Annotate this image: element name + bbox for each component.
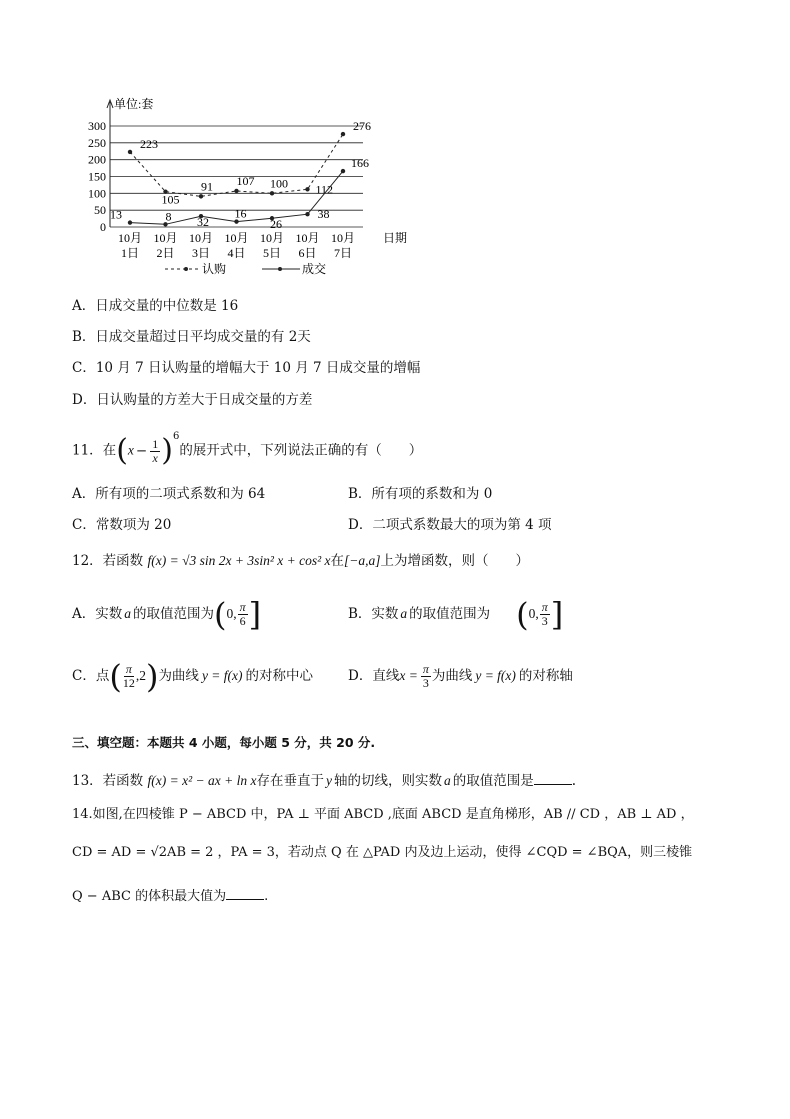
y-tick-label: 150 [88,169,106,184]
data-label: 13 [110,207,122,222]
q12-c-curve: y = f(x) [201,668,243,683]
x-tick-label: 6日 [298,246,317,260]
q12-option-a [72,594,261,634]
q12-a-var: a [124,606,131,621]
right-bracket: ] [550,595,564,634]
q11-suffix: 的展开式中，下列说法正确的有（ ） [179,442,423,459]
data-point [341,169,345,173]
data-label: 38 [317,207,330,222]
right-bracket: ] [248,595,262,634]
q14-line-3-text: Q − ABC 的体积最大值为 [72,889,227,904]
q14-line-2: CD = AD = √2AB = 2 ，PA = 3，若动点 Q 在 △PAD 内及边上运动，使得 ∠CQD = ∠BQA，则三棱锥 [72,845,693,860]
q12-d-lhs: x = [399,668,418,683]
data-label: 166 [351,156,369,171]
data-label: 16 [234,206,247,221]
q14-end: . [264,889,269,904]
x-tick-label: 10月 [295,231,320,245]
q11-frac-den: x [152,450,158,465]
data-label: 105 [161,192,180,207]
q11-exponent: 6 [172,431,180,442]
data-label: 100 [270,176,288,191]
legend-marker [184,267,188,271]
data-label: 32 [197,215,209,230]
data-point [199,194,203,198]
data-label: 112 [315,182,334,197]
right-paren: ) [161,433,173,468]
q13-axis: y [325,773,332,788]
q10-option-d: D．日认购量的方差大于日成交量的方差 [72,392,313,408]
y-tick-label: 50 [94,203,106,218]
left-paren: ( [109,657,122,696]
data-label: 26 [270,217,282,232]
data-point [305,187,309,191]
q12-c-text: C．点 [72,668,110,684]
q12-d-curve: y = f(x) [475,668,516,683]
data-label: 223 [140,136,158,151]
q12-b-lo: 0, [528,606,539,621]
x-tick-label: 10月 [224,231,249,245]
q12-stem [72,551,529,571]
left-paren: ( [214,595,227,634]
q13-function: f(x) = x² − ax + ln x [147,773,257,788]
q13-mid: 存在垂直于 [256,773,324,789]
q12-b-tail: 的取值范围为 [409,606,491,622]
q11-frac-num: 1 [152,436,159,451]
q12-b-num: π [541,600,548,614]
q12-b-fraction [540,601,550,628]
q12-mid: 在 [330,553,345,569]
data-point [341,132,345,136]
y-tick-label: 300 [88,119,106,133]
data-point [305,212,309,216]
q11-option-a: A．所有项的二项式系数和为 64 [72,486,266,502]
legend-marker [278,267,282,271]
q11-minus: − [135,442,148,459]
x-tick-label: 10月 [153,231,178,245]
q14-line-1: 14.如图,在四棱锥 P − ABCD 中，PA ⊥ 平面 ABCD ,底面 ABCD 是直角梯形，AB // CD ，AB ⊥ AD ， [72,807,694,822]
q12-a-fraction [238,601,248,628]
line-chart [80,92,420,282]
answer-blank[interactable] [534,770,572,785]
q12-a-text: A．实数 [72,606,123,622]
x-tick-label: 7日 [333,246,353,260]
q13-suffix: 的取值范围是 [452,773,534,789]
x-tick-label: 10月 [330,231,356,245]
x-tick-label: 1日 [120,246,140,260]
q10-option-a: A．日成交量的中位数是 16 [72,298,239,314]
legend-label: 认购 [202,262,227,276]
q12-a-tail: 的取值范围为 [133,606,214,622]
q12-b-den: 3 [541,614,548,628]
data-point [128,220,132,224]
q13-end: . [571,773,576,789]
q13-stem [72,770,576,791]
q11-option-c: C．常数项为 20 [72,517,172,533]
data-label: 8 [165,209,172,224]
q12-option-b [348,594,563,634]
q11-stem [72,428,422,470]
q10-option-c: C．10 月 7 日认购量的增幅大于 10 月 7 日成交量的增幅 [72,360,421,376]
q12-b-var: a [400,606,408,621]
q12-d-tail: 为曲线 [431,668,473,684]
q12-c-fraction [123,663,135,690]
y-tick-label: 200 [88,152,106,167]
unit-label: 单位:套 [114,97,154,111]
data-point [128,150,132,154]
x-tick-label: 2日 [156,246,175,260]
data-point [234,189,238,193]
data-point [270,191,274,195]
data-label: 276 [353,119,371,134]
y-tick-label: 250 [88,135,106,150]
x-tick-label: 10月 [117,231,143,245]
q12-a-num: π [239,600,246,614]
q12-c-num: π [125,662,132,676]
q12-d-text: D．直线 [348,668,400,684]
q14-line-3 [72,885,268,907]
answer-blank[interactable] [226,885,264,900]
q13-mid2: 轴的切线，则实数 [333,773,442,789]
x-tick-label: 10月 [259,231,285,245]
q12-d-den: 3 [422,676,429,690]
left-paren: ( [516,595,529,634]
q12-c-den: 12 [122,676,135,690]
q10-option-b: B．日成交量超过日平均成交量的有 2天 [72,329,311,345]
legend-label: 成交 [302,262,327,276]
q13-prefix: 13．若函数 [72,773,144,789]
q12-b-text: B．实数 [348,606,399,622]
section-heading: 三、填空题：本题共 4 小题，每小题 5 分，共 20 分. [72,735,376,750]
q11-fraction [150,438,160,465]
q12-d-num: π [422,662,429,676]
x-tick-label: 3日 [191,246,211,260]
q11-option-b: B．所有项的系数和为 0 [348,486,493,502]
y-tick-label: 100 [88,186,106,201]
q12-a-den: 6 [239,614,246,628]
q11-prefix: 11．在 [72,442,117,459]
x-tick-label: 10月 [188,231,214,245]
right-paren: ) [145,657,159,696]
data-label: 107 [236,173,255,188]
data-label: 91 [201,179,213,194]
q12-d-end: 的对称轴 [518,668,573,684]
q13-var: a [443,773,451,788]
q12-c-tail: 为曲线 [158,668,199,684]
q11-option-d: D．二项式系数最大的项为第 4 项 [348,517,552,533]
q12-a-lo: 0, [226,606,237,621]
q12-option-c [72,656,313,696]
q12-c-val: ,2 [135,668,146,683]
x-tick-label: 5日 [262,246,282,260]
q12-prefix: 12．若函数 [72,553,144,569]
q12-interval: [−a,a] [344,553,381,568]
x-axis-title: 日期 [382,231,408,245]
q12-function: f(x) = √3 sin 2x + 3sin² x + cos² x [147,553,331,568]
q12-option-d [348,656,573,696]
x-tick-label: 4日 [227,246,246,260]
y-tick-label: 0 [100,220,106,234]
q12-suffix: 上为增函数，则（ ） [380,553,530,569]
q12-d-fraction [421,663,431,690]
q11-x: x [127,442,134,458]
q12-c-end: 的对称中心 [245,668,314,684]
left-paren: ( [116,433,128,468]
